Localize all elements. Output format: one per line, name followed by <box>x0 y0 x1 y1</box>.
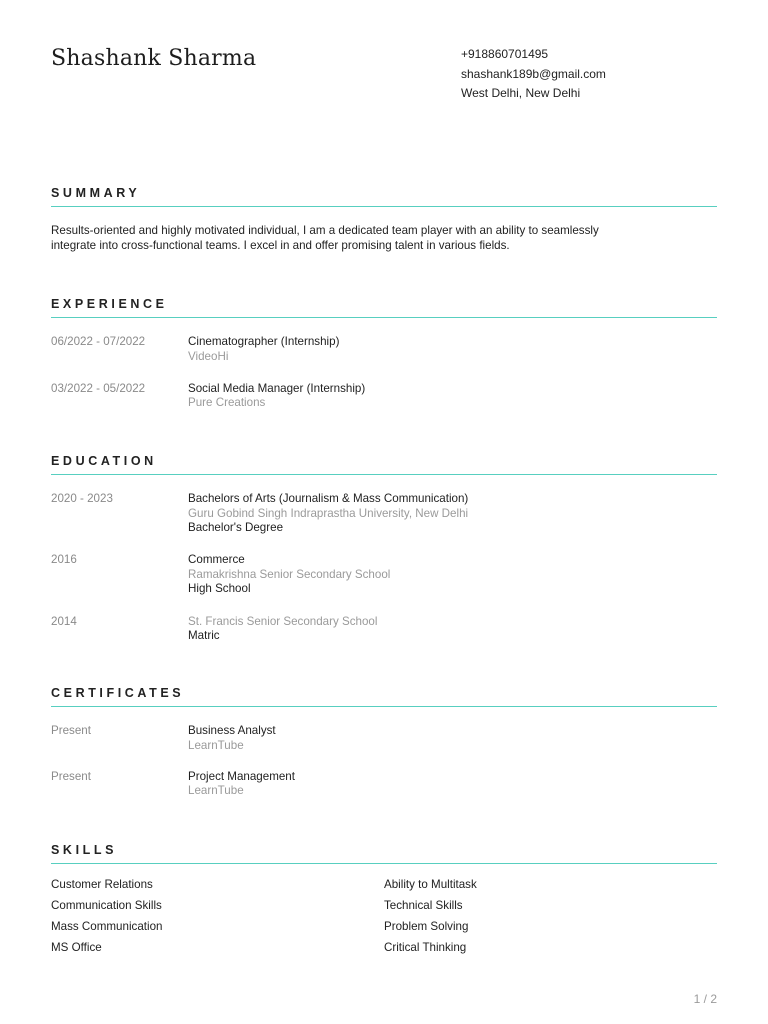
skill-item: Critical Thinking <box>384 940 467 954</box>
entry-date: Present <box>51 724 91 737</box>
candidate-name: Shashank Sharma <box>51 46 257 71</box>
section-title: CERTIFICATES <box>51 686 717 707</box>
experience-entry <box>51 335 717 364</box>
entry-title: Commerce <box>188 553 245 567</box>
skill-item: MS Office <box>51 940 102 954</box>
entry-organization: LearnTube <box>188 738 244 752</box>
entry-title: Bachelors of Arts (Journalism & Mass Communication) <box>188 492 469 505</box>
education-entry <box>51 492 717 536</box>
education-entry <box>51 553 717 597</box>
email-address: shashank189b@gmail.com <box>461 66 606 81</box>
entry-detail: Bachelor's Degree <box>188 521 284 535</box>
entry-detail: High School <box>188 582 251 596</box>
page-number: 1 / 2 <box>693 992 717 1006</box>
section-title: EXPERIENCE <box>51 297 717 318</box>
skill-item: Ability to Multitask <box>384 878 477 891</box>
entry-title: Cinematographer (Internship) <box>188 335 340 348</box>
experience-section <box>51 297 717 411</box>
entry-date: 2016 <box>51 553 77 567</box>
entry-organization: VideoHi <box>188 349 229 363</box>
section-title: EDUCATION <box>51 454 717 475</box>
experience-entry <box>51 382 717 411</box>
education-section <box>51 454 717 644</box>
entry-title: Social Media Manager (Internship) <box>188 381 366 395</box>
entry-detail: Matric <box>188 629 220 643</box>
skill-item: Mass Communication <box>51 919 163 933</box>
entry-title: Project Management <box>188 769 295 783</box>
skill-item: Technical Skills <box>384 898 463 912</box>
entry-date: 03/2022 - 05/2022 <box>51 381 146 395</box>
certificate-entry <box>51 770 717 799</box>
skill-item: Customer Relations <box>51 878 153 891</box>
certificates-section <box>51 686 717 799</box>
entry-organization: Ramakrishna Senior Secondary School <box>188 567 391 581</box>
entry-date: Present <box>51 769 91 783</box>
skills-section <box>51 843 717 956</box>
education-entry <box>51 615 717 644</box>
entry-organization: LearnTube <box>188 784 244 798</box>
entry-organization: Pure Creations <box>188 396 266 410</box>
location: West Delhi, New Delhi <box>461 86 581 100</box>
entry-date: 06/2022 - 07/2022 <box>51 335 146 348</box>
phone-number: +918860701495 <box>461 47 549 61</box>
entry-organization: Guru Gobind Singh Indraprastha University, New Delhi <box>188 506 469 520</box>
section-title: SUMMARY <box>51 186 717 207</box>
entry-title: Business Analyst <box>188 724 276 737</box>
summary-section <box>51 186 717 253</box>
entry-date: 2014 <box>51 614 77 628</box>
skill-item: Problem Solving <box>384 919 469 933</box>
summary-text: Results-oriented and highly motivated individual, I am a dedicated team player with an ability to seamlessly integrate into cross-functional teams. I excel in and offer promising talent in various fields. <box>51 224 599 252</box>
skills-list <box>51 878 717 956</box>
skill-item: Communication Skills <box>51 898 162 912</box>
certificate-entry <box>51 724 717 753</box>
entry-date: 2020 - 2023 <box>51 492 113 505</box>
contact-info <box>461 45 606 104</box>
entry-organization: St. Francis Senior Secondary School <box>188 614 378 628</box>
section-title: SKILLS <box>51 843 717 864</box>
